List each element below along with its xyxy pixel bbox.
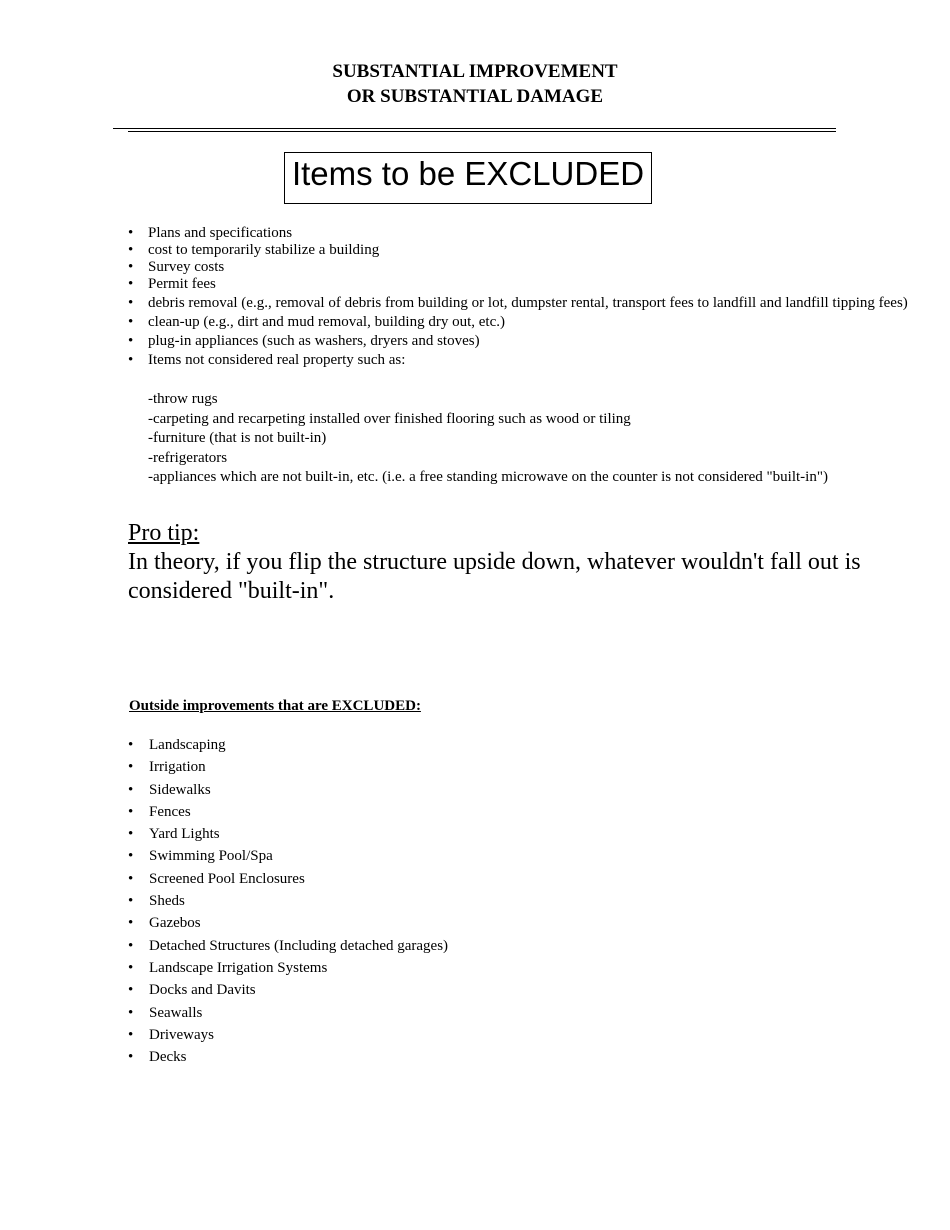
- list-item-text: Driveways: [149, 1026, 214, 1043]
- sub-item: -refrigerators: [148, 449, 228, 466]
- bullet-icon: •: [128, 242, 134, 258]
- list-item: [128, 314, 908, 331]
- list-item: [128, 979, 448, 1001]
- sub-item: -throw rugs: [148, 391, 218, 407]
- bullet-icon: •: [128, 1026, 134, 1043]
- list-item-text: Landscaping: [149, 737, 226, 753]
- list-item: [128, 242, 908, 259]
- list-item-text: Decks: [149, 1049, 187, 1066]
- list-item-text: Gazebos: [149, 915, 201, 932]
- list-item-text: Plans and specifications: [148, 225, 293, 241]
- list-item: [128, 295, 908, 312]
- bullet-icon: •: [128, 826, 134, 843]
- title-line-1: SUBSTANTIAL IMPROVEMENT: [332, 61, 618, 82]
- bullet-icon: •: [128, 295, 134, 311]
- bullet-icon: •: [128, 893, 134, 910]
- list-item: [128, 868, 448, 890]
- bullet-icon: •: [128, 781, 134, 798]
- pro-tip-label: Pro tip:: [128, 520, 200, 546]
- list-item: [128, 823, 448, 845]
- list-item: [128, 1046, 448, 1068]
- bullet-icon: •: [128, 759, 134, 776]
- list-item: [128, 333, 908, 350]
- list-item: [128, 912, 448, 934]
- list-item: [128, 801, 448, 823]
- list-item-text: Permit fees: [148, 276, 216, 292]
- bullet-icon: •: [128, 737, 134, 753]
- list-item: [128, 1024, 448, 1046]
- pro-tip-text: In theory, if you flip the structure upside down, whatever wouldn't fall out is considered "built-in".: [128, 549, 861, 604]
- list-item: [128, 756, 448, 778]
- list-item: [128, 352, 908, 369]
- list-item-text: Irrigation: [149, 759, 206, 776]
- list-item-text: Detached Structures (Including detached garages): [149, 937, 449, 954]
- bullet-icon: •: [128, 259, 134, 275]
- bullet-icon: •: [128, 937, 134, 954]
- header-rule-bottom: [128, 131, 836, 132]
- list-item: [128, 225, 908, 242]
- list-item: [128, 734, 448, 756]
- list-item-text: debris removal (e.g., removal of debris from building or lot, dumpster rental, transport fees to landfill and landfill tipping fees): [148, 295, 908, 311]
- excluded-items-title-box: Items to be EXCLUDED: [284, 152, 652, 204]
- pro-tip: [128, 519, 918, 606]
- list-item-text: Yard Lights: [149, 826, 220, 843]
- list-item: [128, 779, 448, 801]
- list-item-text: Screened Pool Enclosures: [149, 870, 305, 887]
- list-item-text: Items not considered real property such as:: [148, 352, 406, 368]
- outside-improvements-list: [128, 734, 448, 1068]
- bullet-icon: •: [128, 1004, 134, 1021]
- bullet-icon: •: [128, 225, 134, 241]
- list-item-text: cost to temporarily stabilize a building: [148, 242, 380, 258]
- bullet-icon: •: [128, 333, 134, 349]
- list-item-text: Landscape Irrigation Systems: [149, 959, 328, 976]
- header-rule-top: [113, 128, 836, 129]
- list-item: [128, 259, 908, 276]
- list-item-text: Swimming Pool/Spa: [149, 848, 273, 865]
- sub-item: -appliances which are not built-in, etc. (i.e. a free standing microwave on the counter is not considered "built-in"): [148, 469, 828, 485]
- excluded-items-list: [128, 225, 908, 369]
- list-item-text: Sidewalks: [149, 781, 211, 798]
- bullet-icon: •: [128, 314, 134, 330]
- list-item-text: Survey costs: [148, 259, 225, 275]
- not-real-property-list: [148, 390, 828, 488]
- title-line-2: OR SUBSTANTIAL DAMAGE: [346, 86, 604, 107]
- bullet-icon: •: [128, 982, 134, 999]
- bullet-icon: •: [128, 915, 134, 932]
- list-item-text: Seawalls: [149, 1004, 203, 1021]
- list-item-text: Sheds: [149, 893, 185, 910]
- bullet-icon: •: [128, 959, 134, 976]
- sub-item: -furniture (that is not built-in): [148, 430, 327, 446]
- list-item: [128, 1002, 448, 1024]
- list-item: [128, 890, 448, 912]
- list-item-text: plug-in appliances (such as washers, dryers and stoves): [148, 333, 480, 349]
- list-item-text: Docks and Davits: [149, 982, 256, 999]
- list-item: [128, 935, 448, 957]
- bullet-icon: •: [128, 848, 134, 865]
- list-item-text: clean-up (e.g., dirt and mud removal, building dry out, etc.): [148, 314, 505, 330]
- bullet-icon: •: [128, 352, 134, 368]
- list-item-text: Fences: [149, 803, 191, 820]
- bullet-icon: •: [128, 803, 134, 820]
- sub-item: -carpeting and recarpeting installed over finished flooring such as wood or tiling: [148, 410, 631, 427]
- list-item: [128, 845, 448, 867]
- bullet-icon: •: [128, 1049, 134, 1066]
- outside-improvements-heading: Outside improvements that are EXCLUDED:: [129, 698, 421, 714]
- document-title: [0, 59, 950, 109]
- bullet-icon: •: [128, 276, 134, 292]
- list-item: [128, 276, 908, 293]
- bullet-icon: •: [128, 870, 134, 887]
- list-item: [128, 957, 448, 979]
